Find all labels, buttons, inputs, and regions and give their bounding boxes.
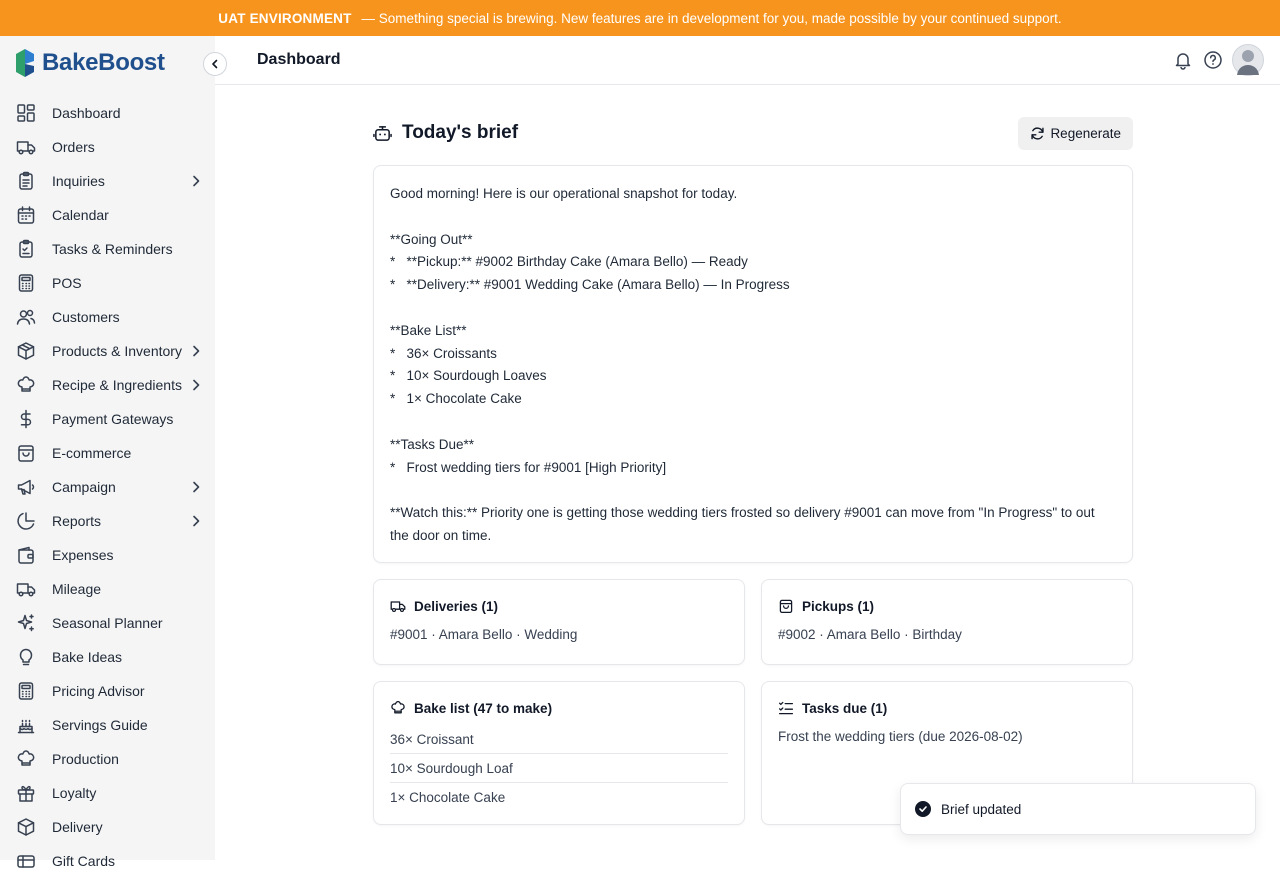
sidebar-item-label: Gift Cards — [52, 853, 116, 869]
chevron-right-icon — [189, 174, 203, 191]
refresh-icon — [1030, 126, 1045, 141]
sidebar-item-payment-gateways[interactable] — [0, 402, 215, 436]
environment-banner — [0, 0, 1280, 36]
top-actions — [1172, 44, 1264, 76]
bake-list-item: 36× Croissant — [390, 725, 728, 754]
banner-message: — Something special is brewing. New features are in development for you, made possible by your continued support. — [361, 10, 1062, 26]
tasks-due-heading — [778, 700, 887, 716]
sidebar-item-reports[interactable] — [0, 504, 215, 538]
megaphone-icon — [16, 477, 36, 497]
bake-list-item: 1× Chocolate Cake — [390, 790, 506, 805]
list-checks-icon — [778, 700, 794, 716]
sidebar-item-dashboard[interactable] — [0, 96, 215, 130]
brief-title: Today's brief — [402, 122, 519, 143]
sidebar-item-calendar[interactable] — [0, 198, 215, 232]
bake-list-title: Bake list (47 to make) — [414, 700, 553, 716]
brief-text-line: * 36× Croissants — [390, 345, 497, 361]
sidebar-item-seasonal-planner[interactable] — [0, 606, 215, 640]
brand-logo[interactable] — [14, 48, 165, 78]
sidebar-item-inquiries[interactable] — [0, 164, 215, 198]
sidebar-item-pos[interactable] — [0, 266, 215, 300]
brief-text-line: **Bake List** — [390, 322, 467, 338]
brief-card — [373, 165, 1133, 563]
calculator-icon — [16, 681, 36, 701]
sidebar-item-label: Reports — [52, 513, 102, 529]
sidebar-item-tasks-reminders[interactable] — [0, 232, 215, 266]
sidebar-item-label: Customers — [52, 309, 120, 325]
shopping-bag-icon — [778, 598, 794, 614]
sidebar-item-label: Products & Inventory — [52, 343, 182, 359]
sidebar — [0, 36, 215, 869]
brief-text-line — [390, 297, 1116, 320]
checklist-icon — [16, 239, 36, 259]
sidebar-item-servings-guide[interactable] — [0, 708, 215, 742]
clipboard-icon — [16, 171, 36, 191]
sidebar-item-pricing-advisor[interactable] — [0, 674, 215, 708]
brief-text-line: **Tasks Due** — [390, 436, 475, 452]
sidebar-item-label: Delivery — [52, 819, 103, 835]
chef-hat-icon — [16, 749, 36, 769]
pickups-card[interactable] — [761, 579, 1133, 665]
environment-label: UAT ENVIRONMENT — [218, 10, 352, 26]
chevron-left-icon — [209, 58, 221, 70]
user-avatar[interactable] — [1232, 44, 1264, 76]
truck-icon — [16, 137, 36, 157]
sidebar-item-label: Dashboard — [52, 105, 121, 121]
brief-text-line — [390, 411, 1116, 434]
sidebar-item-expenses[interactable] — [0, 538, 215, 572]
sidebar-nav — [0, 96, 215, 878]
sparkles-icon — [16, 613, 36, 633]
sidebar-item-label: Bake Ideas — [52, 649, 123, 665]
truck-icon — [390, 598, 406, 614]
calculator-icon — [16, 273, 36, 293]
calendar-icon — [16, 205, 36, 225]
brand-name: BakeBoost — [42, 49, 165, 76]
page-title: Dashboard — [257, 51, 341, 68]
bakeboost-logo-icon — [14, 48, 36, 78]
brief-text-line — [390, 206, 1116, 229]
brief-text-line: Good morning! Here is our operational snapshot for today. — [390, 186, 738, 201]
sidebar-item-campaign[interactable] — [0, 470, 215, 504]
package-icon — [16, 817, 36, 837]
sidebar-item-label: Production — [52, 751, 119, 767]
notifications-button[interactable] — [1172, 49, 1194, 71]
regenerate-button[interactable] — [1018, 117, 1133, 150]
sidebar-item-production[interactable] — [0, 742, 215, 776]
toast-notification — [900, 783, 1256, 835]
chevron-right-icon — [189, 480, 203, 497]
brief-header — [373, 110, 1133, 156]
truck-icon — [16, 579, 36, 599]
sidebar-item-orders[interactable] — [0, 130, 215, 164]
pie-chart-icon — [16, 511, 36, 531]
brief-text-line: * **Delivery:** #9001 Wedding Cake (Amara Bello) — In Progress — [390, 277, 790, 293]
brief-text-line: * Frost wedding tiers for #9001 [High Priority] — [390, 459, 667, 475]
users-icon — [16, 307, 36, 327]
sidebar-item-label: Expenses — [52, 547, 114, 563]
brief-text-line: * **Pickup:** #9002 Birthday Cake (Amara Bello) — Ready — [390, 254, 748, 270]
wallet-icon — [16, 545, 36, 565]
lightbulb-icon — [16, 647, 36, 667]
pickup-item: #9002 · Amara Bello · Birthday — [778, 627, 962, 642]
bell-icon — [1173, 50, 1193, 70]
pickups-heading — [778, 598, 874, 614]
sidebar-item-products-inventory[interactable] — [0, 334, 215, 368]
chevron-right-icon — [189, 378, 203, 395]
bake-list-item: 10× Sourdough Loaf — [390, 754, 728, 783]
deliveries-card[interactable] — [373, 579, 745, 665]
brief-text-line: **Watch this:** Priority one is getting those wedding tiers frosted so delivery #9001 can move from "In Progress" to out — [390, 505, 1095, 521]
sidebar-item-loyalty[interactable] — [0, 776, 215, 810]
help-circle-icon — [1203, 50, 1223, 70]
gift-icon — [16, 783, 36, 803]
bake-list — [390, 725, 728, 812]
help-button[interactable] — [1202, 49, 1224, 71]
sidebar-item-label: Pricing Advisor — [52, 683, 145, 699]
box-icon — [16, 341, 36, 361]
toast-message: Brief updated — [941, 801, 1022, 817]
sidebar-item-label: Loyalty — [52, 785, 97, 801]
robot-icon — [373, 124, 392, 143]
sidebar-item-label: Campaign — [52, 479, 116, 495]
shopping-bag-icon — [16, 443, 36, 463]
brief-heading — [373, 122, 518, 144]
cake-icon — [16, 715, 36, 735]
sidebar-item-label: Inquiries — [52, 173, 105, 189]
user-avatar-icon — [1233, 45, 1263, 75]
dashboard-icon — [16, 103, 36, 123]
sidebar-item-label: Tasks & Reminders — [52, 241, 173, 257]
brief-text-line — [390, 479, 1116, 502]
main-content — [373, 110, 1133, 805]
brief-text-line: the door on time. — [390, 527, 492, 543]
delivery-item: #9001 · Amara Bello · Wedding — [390, 627, 578, 642]
gift-card-icon — [16, 851, 36, 871]
pickups-title: Pickups (1) — [802, 598, 875, 614]
sidebar-item-label: Orders — [52, 139, 95, 155]
task-item: Frost the wedding tiers (due 2026-08-02) — [778, 729, 1023, 744]
sidebar-item-label: Seasonal Planner — [52, 615, 163, 631]
top-bar — [215, 36, 1280, 85]
tasks-due-title: Tasks due (1) — [802, 700, 888, 716]
bake-list-card[interactable] — [373, 681, 745, 825]
brief-text-line: **Going Out** — [390, 231, 473, 247]
deliveries-title: Deliveries (1) — [414, 598, 499, 614]
sidebar-item-recipe-ingredients[interactable] — [0, 368, 215, 402]
chevron-right-icon — [189, 514, 203, 531]
check-circle-icon — [915, 801, 931, 817]
sidebar-item-label: Mileage — [52, 581, 102, 597]
sidebar-item-mileage[interactable] — [0, 572, 215, 606]
brief-text-line: * 1× Chocolate Cake — [390, 391, 522, 407]
regenerate-label: Regenerate — [1050, 126, 1121, 141]
sidebar-item-delivery[interactable] — [0, 810, 215, 844]
bake-list-heading — [390, 700, 552, 716]
chef-hat-icon — [390, 700, 406, 716]
deliveries-heading — [390, 598, 498, 614]
sidebar-collapse-button[interactable] — [203, 52, 227, 76]
dollar-icon — [16, 409, 36, 429]
brief-text-line: * 10× Sourdough Loaves — [390, 368, 547, 384]
sidebar-item-label: Payment Gateways — [52, 411, 174, 427]
sidebar-item-label: POS — [52, 275, 82, 291]
sidebar-item-label: Calendar — [52, 207, 109, 223]
sidebar-item-gift-cards[interactable] — [0, 844, 215, 878]
sidebar-item-customers[interactable] — [0, 300, 215, 334]
sidebar-item-label: E-commerce — [52, 445, 132, 461]
sidebar-item-label: Recipe & Ingredients — [52, 377, 182, 393]
sidebar-item-bake-ideas[interactable] — [0, 640, 215, 674]
chevron-right-icon — [189, 344, 203, 361]
sidebar-item-e-commerce[interactable] — [0, 436, 215, 470]
sidebar-item-label: Servings Guide — [52, 717, 148, 733]
chef-hat-icon — [16, 375, 36, 395]
